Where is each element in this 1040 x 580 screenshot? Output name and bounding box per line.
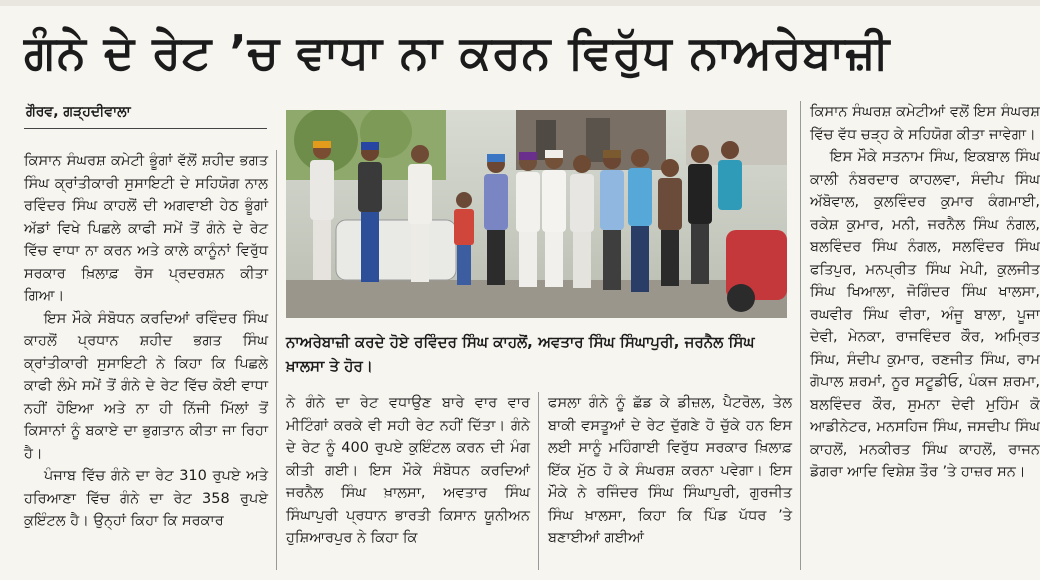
article-column-2 (286, 392, 530, 550)
paragraph: ਇਸ ਮੌਕੇ ਸਤਨਾਮ ਸਿੰਘ, ਇਕਬਾਲ ਸਿੰਘ ਕਾਲੀ ਨੰਬਰਦਾਰ ਕਾਹਲਵਾ, ਸੰਦੀਪ ਸਿੰਘ ਅੱਬੋਵਾਲ, ਕੁਲਵਿੰਦਰ ਕੁਮਾਰ ਕੰਗਮਾਈ, ਰਕੇਸ਼ ਕੁਮਾਰ, ਮਨੀ, ਜਰਨੈਲ ਸਿੰਘ ਨੰਗਲ, ਬਲਵਿੰਦਰ ਸਿੰਘ ਨੰਗਲ, ਸਲਵਿੰਦਰ ਸਿੰਘ ਫਤਿਪੁਰ, ਮਨਪ੍ਰੀਤ ਸਿੰਘ ਮੇਪੀ, ਕੁਲਜੀਤ ਸਿੰਘ ਖਿਆਲਾ, ਜੋਗਿੰਦਰ ਸਿੰਘ ਖਾਲਸਾ, ਰਘਵੀਰ ਸਿੰਘ ਵੀਰਾ, ਅੰਜੂ ਬਾਲਾ, ਪੂਜਾ ਦੇਵੀ, ਮੇਨਕਾ, ਰਾਜਵਿੰਦਰ ਕੌਰ, ਅਮ੍ਰਿਤ ਸਿੰਘ, ਸੰਦੀਪ ਕੁਮਾਰ, ਰਣਜੀਤ ਸਿੰਘ, ਰਾਮ ਗੋਪਾਲ ਸ਼ਰਮਾਂ, ਨੂਰ ਸਟੂਡੀਓ, ਪੰਕਜ ਸ਼ਰਮਾ, ਬਲਵਿੰਦਰ ਕੌਰ, ਸੁਮਨਾ ਦੇਵੀ ਮੁਹਿੰਮ ਕੋ ਆਡੀਨੇਟਰ, ਮਨਸਹਿਜ ਸਿੰਘ, ਜਸਦੀਪ ਸਿੰਘ ਕਾਹਲੋਂ, ਮਨਕੀਰਤ ਸਿੰਘ ਕਾਹਲੋਂ, ਰਾਜਨ ਡੋਗਰਾ ਆਦਿ ਵਿਸ਼ੇਸ਼ ਤੌਰ ’ਤੇ ਹਾਜ਼ਰ ਸਨ। (810, 149, 1040, 480)
article-column-4 (810, 101, 1040, 484)
column-divider (538, 392, 539, 570)
article-column-1 (24, 150, 268, 533)
paragraph: ਕਿਸਾਨ ਸੰਘਰਸ਼ ਕਮੇਟੀ ਭੂੰਗਾਂ ਵੱਲੋਂ ਸ਼ਹੀਦ ਭਗਤ ਸਿੰਘ ਕ੍ਰਾਂਤੀਕਾਰੀ ਸੁਸਾਇਟੀ ਦੇ ਸਹਿਯੋਗ ਨਾਲ ਰਵਿੰਦਰ ਸਿੰਘ ਕਾਹਲੋਂ ਦੀ ਅਗਵਾਈ ਹੇਠ ਭੂੰਗਾਂ ਅੱਡਾਂ ਵਿਖੇ ਪਿਛਲੇ ਕਾਫੀ ਸਮੇਂ ਤੋਂ ਗੰਨੇ ਦੇ ਰੇਟ ਵਿੱਚ ਵਾਧਾ ਨਾ ਕਰਨ ਅਤੇ ਕਾਲੇ ਕਾਨੂੰਨਾਂ ਵਿਰੁੱਧ ਸਰਕਾਰ ਖ਼ਿਲਾਫ਼ ਰੋਸ ਪ੍ਰਦਰਸ਼ਨ ਕੀਤਾ ਗਿਆ। (24, 153, 268, 304)
column-divider (800, 101, 801, 570)
headline: ਗੰਨੇ ਦੇ ਰੇਟ ’ਚ ਵਾਧਾ ਨਾ ਕਰਨ ਵਿਰੁੱਧ ਨਾਅਰੇਬਾਜ਼ੀ (24, 25, 891, 79)
paragraph: ਫਸਲਾ ਗੰਨੇ ਨੂੰ ਛੱਡ ਕੇ ਡੀਜ਼ਲ, ਪੈਟਰੋਲ, ਤੇਲ ਬਾਕੀ ਵਸਤੂਆਂ ਦੇ ਰੇਟ ਦੁੱਗਣੇ ਹੋ ਚੁੱਕੇ ਹਨ ਇਸ ਲਈ ਸਾਨੂੰ ਮਹਿੰਗਾਈ ਵਿਰੁੱਧ ਸਰਕਾਰ ਖ਼ਿਲਾਫ਼ ਇੱਕ ਮੁੱਠ ਹੋ ਕੇ ਸੰਘਰਸ਼ ਕਰਨਾ ਪਵੇਗਾ। ਇਸ ਮੌਕੇ ਨੇ ਰਜਿੰਦਰ ਸਿੰਘ ਸਿੰਘਾਪੁਰੀ, ਗੁਰਜੀਤ ਸਿੰਘ ਖ਼ਾਲਸਾ, ਕਿਹਾ ਕਿ ਪਿੰਡ ਪੱਧਰ ’ਤੇ ਬਣਾਈਆਂ ਗਈਆਂ (548, 395, 792, 546)
paragraph: ਪੰਜਾਬ ਵਿੱਚ ਗੰਨੇ ਦਾ ਰੇਟ 310 ਰੁਪਏ ਅਤੇ ਹਰਿਆਣਾ ਵਿੱਚ ਗੰਨੇ ਦਾ ਰੇਟ 358 ਰੁਪਏ ਕੁਇੰਟਲ ਹੈ। ਉਨ੍ਹਾਂ ਕਿਹਾ ਕਿ ਸਰਕਾਰ (24, 468, 268, 529)
byline: ਗੌਰਵ, ਗੜ੍ਹਦੀਵਾਲਾ (26, 104, 131, 120)
photo-caption: ਨਾਅਰੇਬਾਜ਼ੀ ਕਰਦੇ ਹੋਏ ਰਵਿੰਦਰ ਸਿੰਘ ਕਾਹਲੋਂ, ਅਵਤਾਰ ਸਿੰਘ ਸਿੰਘਾਪੁਰੀ, ਜਰਨੈਲ ਸਿੰਘ ਖ਼ਾਲਸਾ ਤੇ ਹੋਰ। (286, 333, 755, 375)
paragraph: ਕਿਸਾਨ ਸੰਘਰਸ਼ ਕਮੇਟੀਆਂ ਵਲੋਂ ਇਸ ਸੰਘਰਸ਼ ਵਿੱਚ ਵੱਧ ਚੜ੍ਹ ਕੇ ਸਹਿਯੋਗ ਕੀਤਾ ਜਾਵੇਗਾ। (810, 104, 1040, 143)
paragraph: ਨੇ ਗੰਨੇ ਦਾ ਰੇਟ ਵਧਾਉਣ ਬਾਰੇ ਵਾਰ ਵਾਰ ਮੀਟਿੰਗਾਂ ਕਰਕੇ ਵੀ ਸਹੀ ਰੇਟ ਨਹੀਂ ਦਿੱਤਾ। ਗੰਨੇ ਦੇ ਰੇਟ ਨੂੰ 400 ਰੁਪਏ ਕੁਇੰਟਲ ਕਰਨ ਦੀ ਮੰਗ ਕੀਤੀ ਗਈ। ਇਸ ਮੌਕੇ ਸੰਬੋਧਨ ਕਰਦਿਆਂ ਜਰਨੈਲ ਸਿੰਘ ਖ਼ਾਲਸਾ, ਅਵਤਾਰ ਸਿੰਘ ਸਿੰਘਾਪੁਰੀ ਪ੍ਰਧਾਨ ਭਾਰਤੀ ਕਿਸਾਨ ਯੂਨੀਅਨ ਹੁਸ਼ਿਆਰਪੁਰ ਨੇ ਕਿਹਾ ਕਿ (286, 395, 530, 546)
protest-crowd-photo (286, 110, 787, 318)
paragraph: ਇਸ ਮੌਕੇ ਸੰਬੋਧਨ ਕਰਦਿਆਂ ਰਵਿੰਦਰ ਸਿੰਘ ਕਾਹਲੋਂ ਪ੍ਰਧਾਨ ਸ਼ਹੀਦ ਭਗਤ ਸਿੰਘ ਕ੍ਰਾਂਤੀਕਾਰੀ ਸੁਸਾਇਟੀ ਨੇ ਕਿਹਾ ਕਿ ਪਿਛਲੇ ਕਾਫੀ ਲੰਮੇ ਸਮੇਂ ਤੋਂ ਗੰਨੇ ਦੇ ਰੇਟ ਵਿੱਚ ਕੋਈ ਵਾਧਾ ਨਹੀਂ ਹੋਇਆ ਅਤੇ ਨਾ ਹੀ ਨਿੱਜੀ ਮਿੱਲਾਂ ਤੋਂ ਕਿਸਾਨਾਂ ਨੂੰ ਬਕਾਏ ਦਾ ਭੁਗਤਾਨ ਕੀਤਾ ਜਾ ਰਿਹਾ ਹੈ। (24, 310, 268, 462)
article-column-3 (548, 392, 792, 550)
page-top-strip (0, 0, 1040, 6)
byline-rule (24, 128, 267, 129)
column-divider (276, 150, 277, 570)
news-photo (286, 110, 787, 318)
